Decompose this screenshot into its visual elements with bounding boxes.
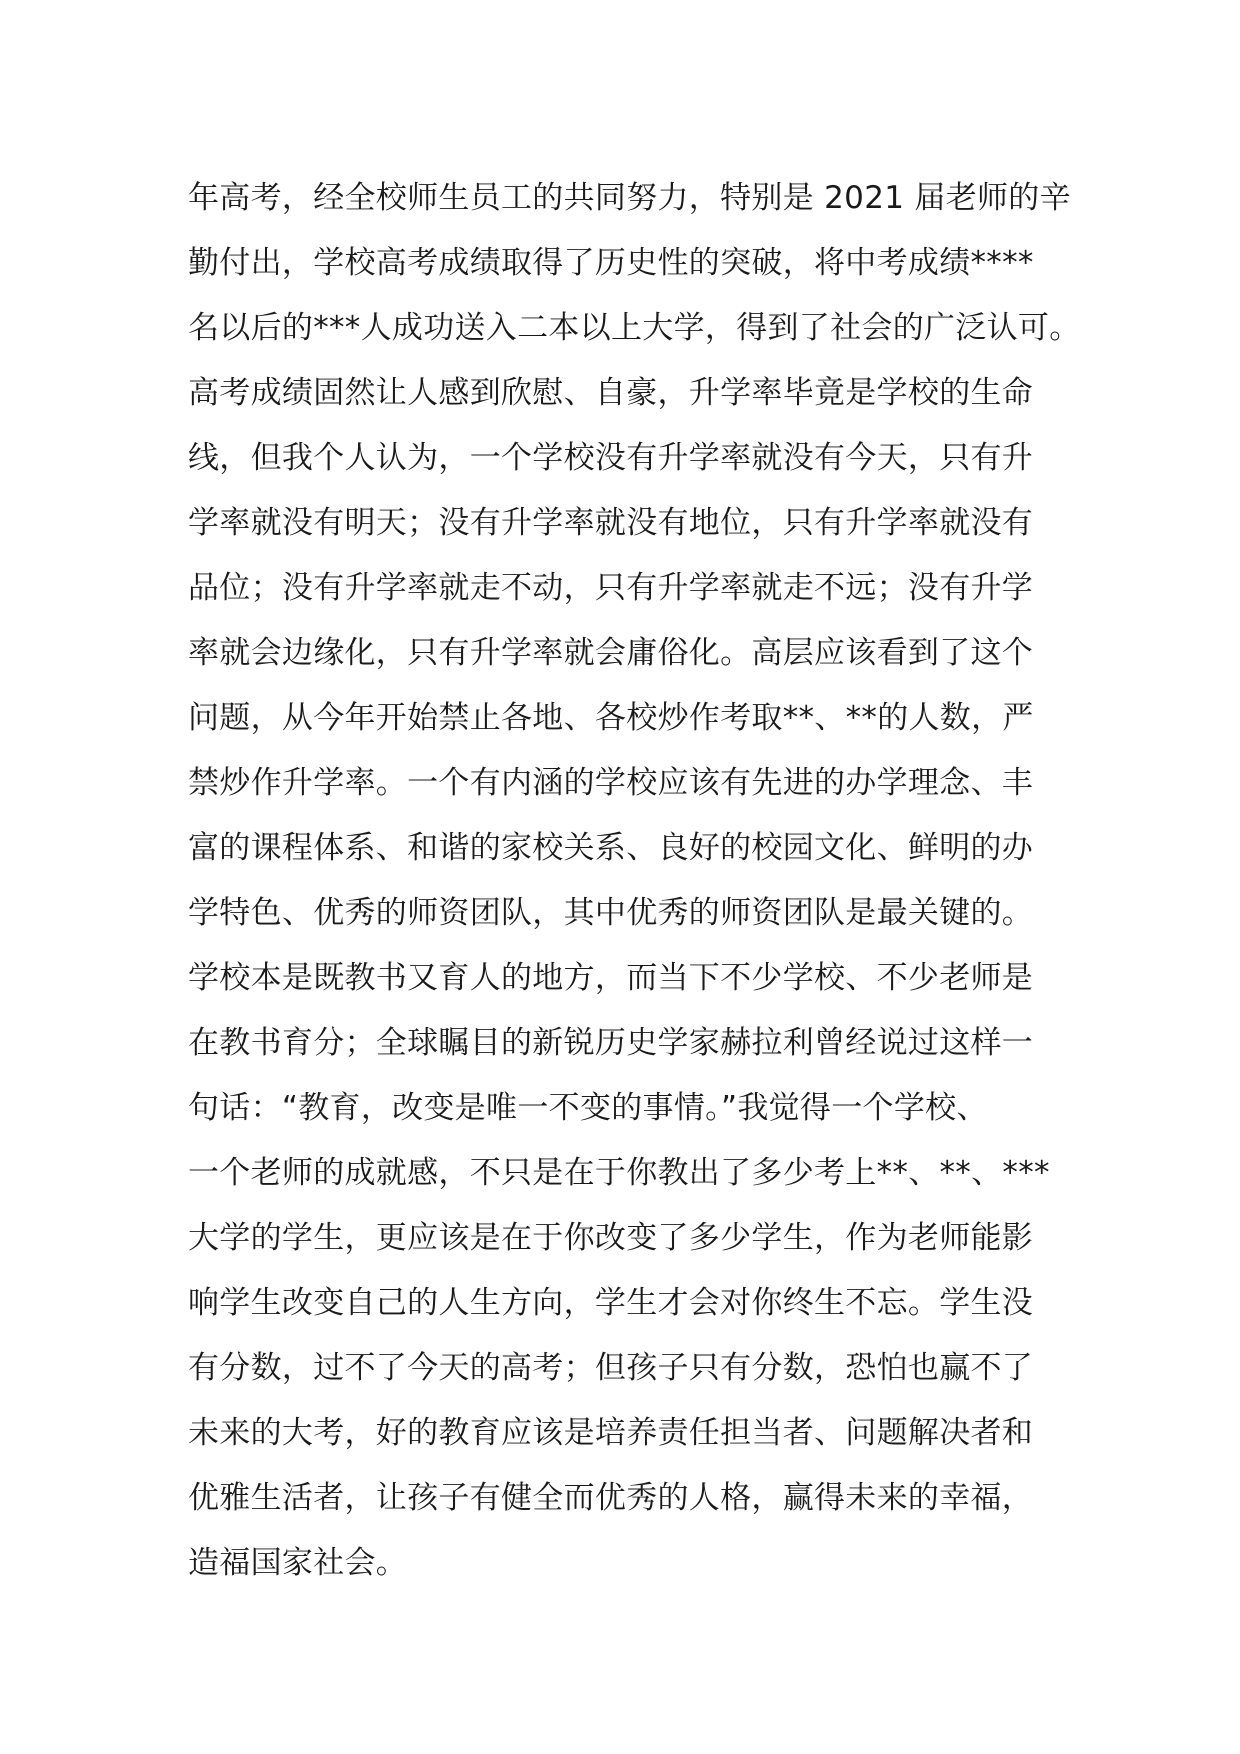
- text-line: 优雅生活者，让孩子有健全而优秀的人格，赢得未来的幸福，: [188, 1480, 1034, 1516]
- text-line: 大学的学生，更应该是在于你改变了多少学生，作为老师能影: [188, 1220, 1034, 1256]
- text-line: 未来的大考，好的教育应该是培养责任担当者、问题解决者和: [188, 1415, 1034, 1451]
- text-line: 品位；没有升学率就走不动，只有升学率就走不远；没有升学: [188, 570, 1034, 606]
- text-line: 禁炒作升学率。一个有内涵的学校应该有先进的办学理念、丰: [188, 765, 1034, 801]
- text-line: 名以后的***人成功送入二本以上大学，得到了社会的广泛认可。: [188, 310, 1081, 346]
- text-line: 在教书育分；全球瞩目的新锐历史学家赫拉利曾经说过这样一: [188, 1025, 1034, 1061]
- text-line: 句话：“教育，改变是唯一不变的事情。”我觉得一个学校、: [188, 1090, 988, 1126]
- text-line: 学率就没有明天；没有升学率就没有地位，只有升学率就没有: [188, 505, 1034, 541]
- text-line: 有分数，过不了今天的高考；但孩子只有分数，恐怕也赢不了: [188, 1350, 1034, 1386]
- body-paragraph: [188, 166, 1081, 1596]
- text-line: 富的课程体系、和谐的家校关系、良好的校园文化、鲜明的办: [188, 830, 1034, 866]
- text-line: 线，但我个人认为，一个学校没有升学率就没有今天，只有升: [188, 440, 1034, 476]
- text-line: 学校本是既教书又育人的地方，而当下不少学校、不少老师是: [188, 960, 1034, 996]
- text-line: 一个老师的成就感，不只是在于你教出了多少考上**、**、***: [188, 1155, 1050, 1191]
- text-line: 高考成绩固然让人感到欣慰、自豪，升学率毕竟是学校的生命: [188, 375, 1034, 411]
- text-line: 率就会边缘化，只有升学率就会庸俗化。高层应该看到了这个: [188, 635, 1034, 671]
- text-line: 学特色、优秀的师资团队，其中优秀的师资团队是最关键的。: [188, 895, 1034, 931]
- text-line: 年高考，经全校师生员工的共同努力，特别是 2021 届老师的辛: [188, 180, 1071, 216]
- text-line: 勤付出，学校高考成绩取得了历史性的突破，将中考成绩****: [188, 245, 1034, 281]
- text-line: 问题，从今年开始禁止各地、各校炒作考取**、**的人数，严: [188, 700, 1034, 736]
- text-line: 响学生改变自己的人生方向，学生才会对你终生不忘。学生没: [188, 1285, 1034, 1321]
- text-line: 造福国家社会。: [188, 1545, 408, 1581]
